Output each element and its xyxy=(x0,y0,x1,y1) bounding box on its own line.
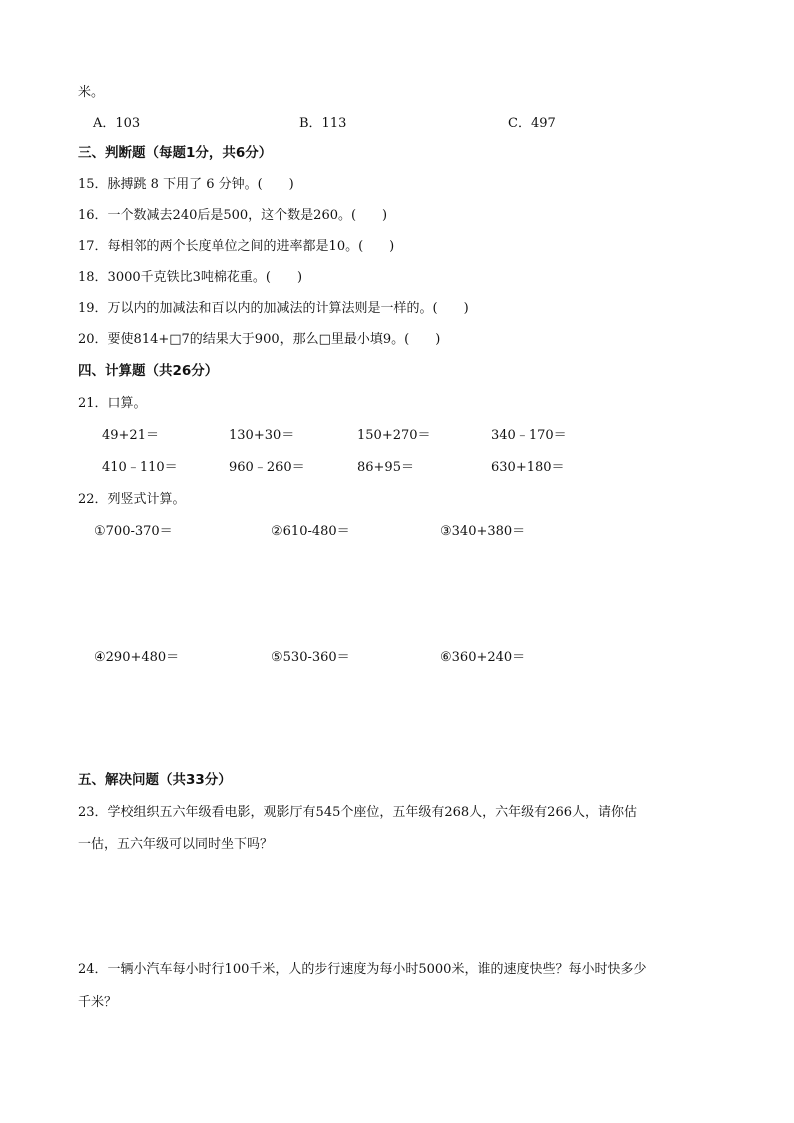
question-18: 18．3000千克铁比3吨棉花重。( ) xyxy=(78,270,303,285)
question-19: 19．万以内的加减法和百以内的加减法的计算法则是一样的。( ) xyxy=(78,301,469,316)
oral-calc-item: 49+21＝ xyxy=(102,428,159,443)
question-23-line-2: 一估，五六年级可以同时坐下吗？ xyxy=(78,837,274,852)
section-5-heading: 五、解决问题（共33分） xyxy=(78,772,232,788)
section-3-heading: 三、判断题（每题1分，共6分） xyxy=(78,145,273,161)
q14-option-c: C．497 xyxy=(508,116,556,131)
question-24-line-1: 24．一辆小汽车每小时行100千米，人的步行速度为每小时5000米，谁的速度快些？每小时快多少 xyxy=(78,962,647,977)
section-4-heading: 四、计算题（共26分） xyxy=(78,363,219,379)
oral-calc-item: 630+180＝ xyxy=(491,460,565,475)
oral-calc-item: 130+30＝ xyxy=(229,428,295,443)
question-20: 20．要使814+□7的结果大于900，那么□里最小填9。( ) xyxy=(78,332,441,347)
question-16: 16．一个数减去240后是500，这个数是260。( ) xyxy=(78,208,388,223)
question-17: 17．每相邻的两个长度单位之间的进率都是10。( ) xyxy=(78,239,395,254)
question-22-label: 22．列竖式计算。 xyxy=(78,492,186,507)
vertical-calc-item: ③340+380＝ xyxy=(440,524,526,539)
question-24-line-2: 千米？ xyxy=(78,995,118,1010)
question-23-line-1: 23．学校组织五六年级看电影，观影厅有545个座位，五年级有268人，六年级有266人，请你估 xyxy=(78,805,637,820)
vertical-calc-item: ⑥360+240＝ xyxy=(440,650,526,665)
q14-option-a: A．103 xyxy=(93,116,141,131)
vertical-calc-item: ④290+480＝ xyxy=(94,650,180,665)
oral-calc-item: 86+95＝ xyxy=(357,460,414,475)
vertical-calc-item: ⑤530-360＝ xyxy=(271,650,350,665)
question-21-label: 21．口算。 xyxy=(78,396,147,411)
oral-calc-item: 960﹣260＝ xyxy=(229,460,305,475)
vertical-calc-item: ①700-370＝ xyxy=(94,524,173,539)
question-15: 15．脉搏跳 8 下用了 6 分钟。( ) xyxy=(78,177,294,192)
oral-calc-item: 340﹣170＝ xyxy=(491,428,567,443)
oral-calc-item: 410﹣110＝ xyxy=(102,460,178,475)
oral-calc-item: 150+270＝ xyxy=(357,428,431,443)
q14-tail: 米。 xyxy=(78,85,105,100)
vertical-calc-item: ②610-480＝ xyxy=(271,524,350,539)
q14-option-b: B．113 xyxy=(299,116,347,131)
